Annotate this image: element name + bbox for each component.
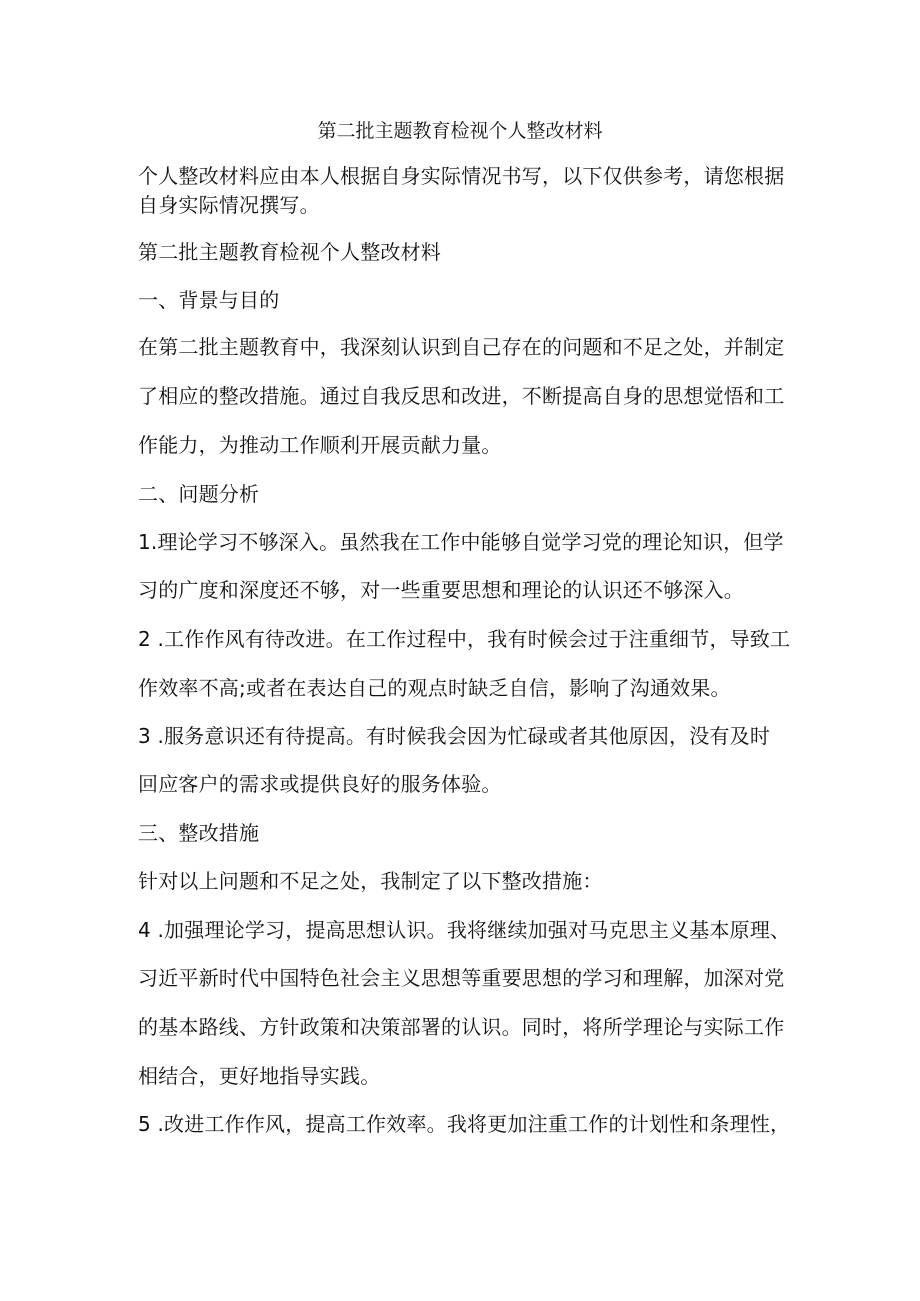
section3-intro: 针对以上问题和不足之处，我制定了以下整改措施： (138, 869, 603, 893)
item4-line-2: 习近平新时代中国特色社会主义思想等重要思想的学习和理解，加深对党 (138, 966, 785, 990)
item4-line-4: 相结合，更好地指导实践。 (138, 1064, 381, 1088)
document-subtitle: 第二批主题教育检视个人整改材料 (138, 240, 441, 264)
note-line-2: 自身实际情况撰写。 (138, 193, 320, 217)
item4-line-3: 的基本路线、方针政策和决策部署的认识。同时，将所学理论与实际工作 (138, 1015, 785, 1039)
section1-line-1: 在第二批主题教育中，我深刻认识到自己存在的问题和不足之处，并制定 (138, 335, 785, 359)
item1-line-1: 1.理论学习不够深入。虽然我在工作中能够自觉学习党的理论知识，但学 (138, 530, 784, 554)
section-heading-analysis: 二、问题分析 (138, 482, 260, 506)
item3-line-2: 回应客户的需求或提供良好的服务体验。 (138, 772, 502, 796)
page-title: 第二批主题教育检视个人整改材料 (317, 120, 603, 142)
section-heading-measures: 三、整改措施 (138, 821, 260, 845)
item4-line-1: 4 .加强理论学习，提高思想认识。我将继续加强对马克思主义基本原理、 (138, 918, 791, 942)
item5-line-1: 5 .改进工作作风，提高工作效率。我将更加注重工作的计划性和条理性， (138, 1112, 791, 1136)
item3-line-1: 3 .服务意识还有待提高。有时候我会因为忙碌或者其他原因，没有及时 (138, 724, 771, 748)
item2-line-2: 作效率不高;或者在表达自己的观点时缺乏自信，影响了沟通效果。 (138, 676, 731, 700)
section1-line-3: 作能力，为推动工作顺利开展贡献力量。 (138, 433, 502, 457)
section1-line-2: 了相应的整改措施。通过自我反思和改进，不断提高自身的思想觉悟和工 (138, 384, 785, 408)
item1-line-2: 习的广度和深度还不够，对一些重要思想和理论的认识还不够深入。 (138, 578, 744, 602)
item2-line-1: 2 .工作作风有待改进。在工作过程中，我有时候会过于注重细节，导致工 (138, 627, 791, 651)
section-heading-background: 一、背景与目的 (138, 288, 280, 312)
note-line-1: 个人整改材料应由本人根据自身实际情况书写，以下仅供参考，请您根据 (138, 164, 785, 188)
